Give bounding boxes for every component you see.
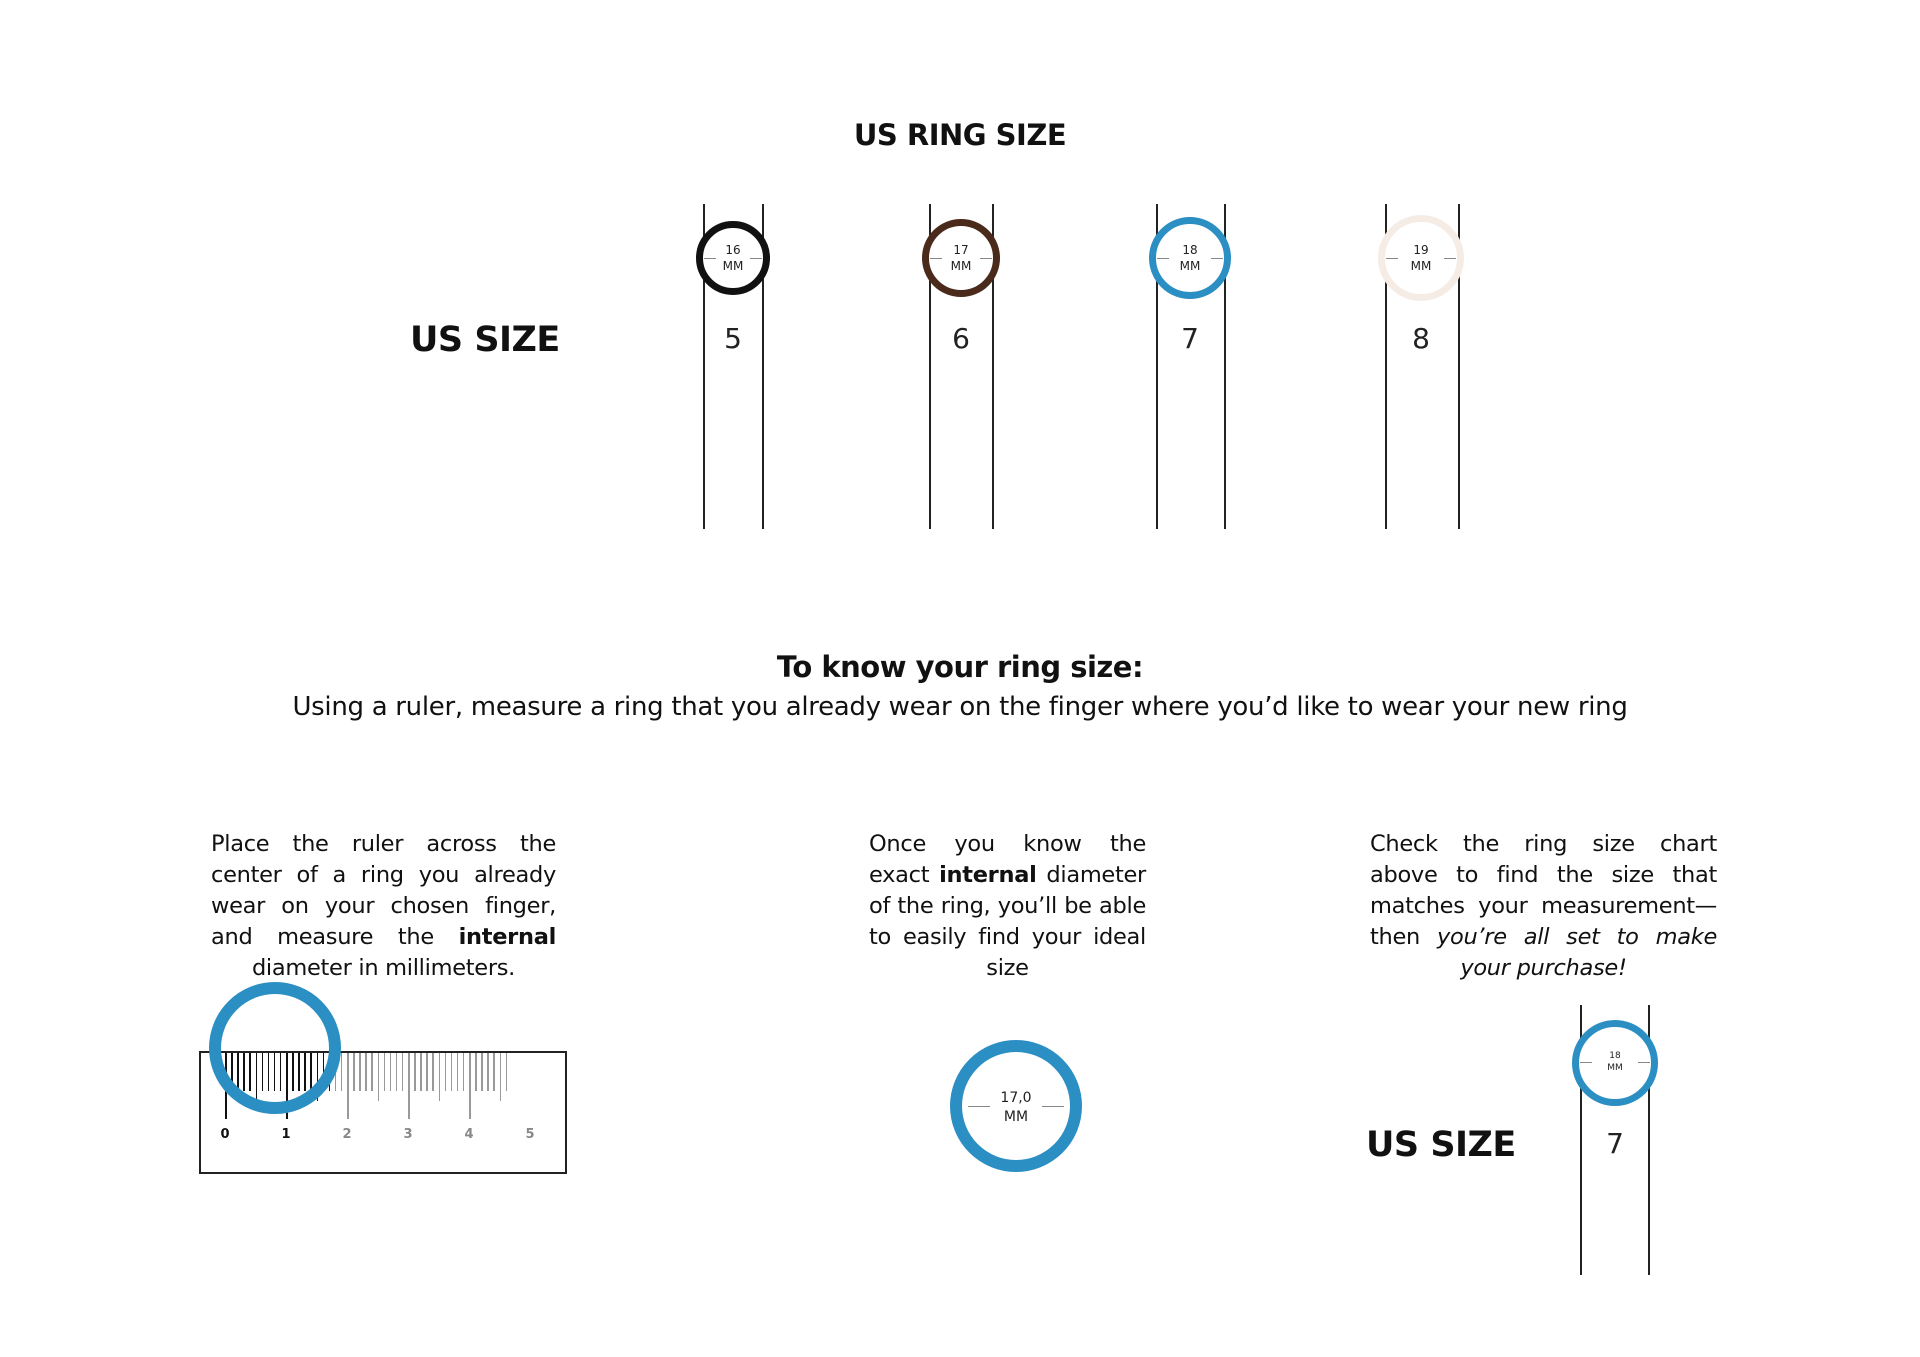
ruler-tick <box>414 1053 416 1091</box>
ruler-tick <box>408 1053 410 1119</box>
ring-unit: MM <box>1410 259 1432 273</box>
ring-unit: MM <box>950 259 972 273</box>
ruler-number: 2 <box>342 1127 352 1142</box>
step-1-text-b: diameter in millimeters. <box>251 955 516 981</box>
example-ring-unit: MM <box>1607 1063 1623 1073</box>
ruler-tick <box>432 1053 434 1091</box>
ruler-tick <box>457 1053 459 1091</box>
measured-ring-unit: MM <box>1003 1109 1029 1125</box>
example-row-label: US SIZE <box>1366 1125 1516 1165</box>
ruler-tick <box>439 1053 441 1101</box>
ruler-number: 4 <box>464 1127 474 1142</box>
ruler-tick <box>481 1053 483 1091</box>
ruler-tick <box>463 1053 465 1091</box>
ruler-tick <box>347 1053 349 1119</box>
ring-mm: 18 <box>1182 243 1198 257</box>
ruler-tick <box>445 1053 447 1091</box>
step-2-text-b: diameter of the ring, you’ll be able to easily find your ideal size <box>869 862 1146 981</box>
instructions-subtitle: Using a ruler, measure a ring that you already wear on the finger where you’d like to wear your new ring <box>292 692 1628 722</box>
size-number-8: 8 <box>1412 322 1430 355</box>
ring-mm: 17 <box>953 243 969 257</box>
measured-ring-value: 17,0 <box>1000 1090 1032 1106</box>
example-ring-mm: 18 <box>1609 1051 1621 1061</box>
ruler-tick <box>500 1053 502 1101</box>
ruler-tick <box>451 1053 453 1091</box>
ruler-tick <box>371 1053 373 1091</box>
ruler-tick <box>341 1053 343 1091</box>
ruler-tick <box>475 1053 477 1091</box>
ring-mm: 16 <box>725 243 741 257</box>
ring-mm: 19 <box>1413 243 1429 257</box>
step-1-text-a: Place the ruler across the center of a ring you already wear on your chosen finger, and measure the <box>211 831 556 950</box>
step-1-bold: internal <box>458 924 556 950</box>
size-number-7: 7 <box>1181 322 1199 355</box>
instructions-title: To know your ring size: <box>776 650 1144 684</box>
size-number-6: 6 <box>952 322 970 355</box>
us-size-row-label: US SIZE <box>410 320 560 360</box>
ruler-tick <box>378 1053 380 1101</box>
ruler-number: 0 <box>220 1127 230 1142</box>
ruler-tick <box>420 1053 422 1091</box>
ring-size-7-label <box>1165 242 1215 274</box>
ruler-number: 1 <box>281 1127 291 1142</box>
ruler-tick <box>426 1053 428 1091</box>
ruler-number: 5 <box>525 1127 535 1142</box>
page-title: US RING SIZE <box>853 118 1067 152</box>
ruler-ring <box>209 982 341 1114</box>
ring-size-6-label <box>936 242 986 274</box>
example-ring-tick-right <box>1638 1062 1650 1063</box>
ruler-tick <box>390 1053 392 1091</box>
ruler-tick <box>384 1053 386 1091</box>
ring-unit: MM <box>1179 259 1201 273</box>
ruler-tick <box>359 1053 361 1091</box>
step-3-italic: you’re all set to make your purchase! <box>1436 924 1717 981</box>
step-3-text <box>1370 829 1717 984</box>
step-3-text-a: Check the ring size chart above to find the size that matches your measurement—then <box>1370 831 1717 950</box>
step-2-text <box>869 829 1146 984</box>
ruler-tick <box>402 1053 404 1091</box>
ruler-tick <box>353 1053 355 1091</box>
ring-unit: MM <box>722 259 744 273</box>
example-ring-label <box>1595 1050 1635 1074</box>
measured-ring-label <box>976 1089 1056 1127</box>
ring-size-5-label <box>708 242 758 274</box>
step-1-text <box>211 829 556 984</box>
size-number-5: 5 <box>724 322 742 355</box>
example-size-number: 7 <box>1606 1127 1624 1160</box>
ring-size-8-label <box>1396 242 1446 274</box>
ruler-tick <box>365 1053 367 1091</box>
step-2-bold: internal <box>939 862 1037 888</box>
ruler-tick <box>506 1053 508 1091</box>
example-ring-tick-left <box>1580 1062 1592 1063</box>
ruler-tick <box>493 1053 495 1091</box>
ruler-tick <box>396 1053 398 1091</box>
ruler-tick <box>469 1053 471 1119</box>
step-2-text-a: Once you know the exact <box>869 831 1146 888</box>
ruler-number: 3 <box>403 1127 413 1142</box>
ruler-tick <box>487 1053 489 1091</box>
